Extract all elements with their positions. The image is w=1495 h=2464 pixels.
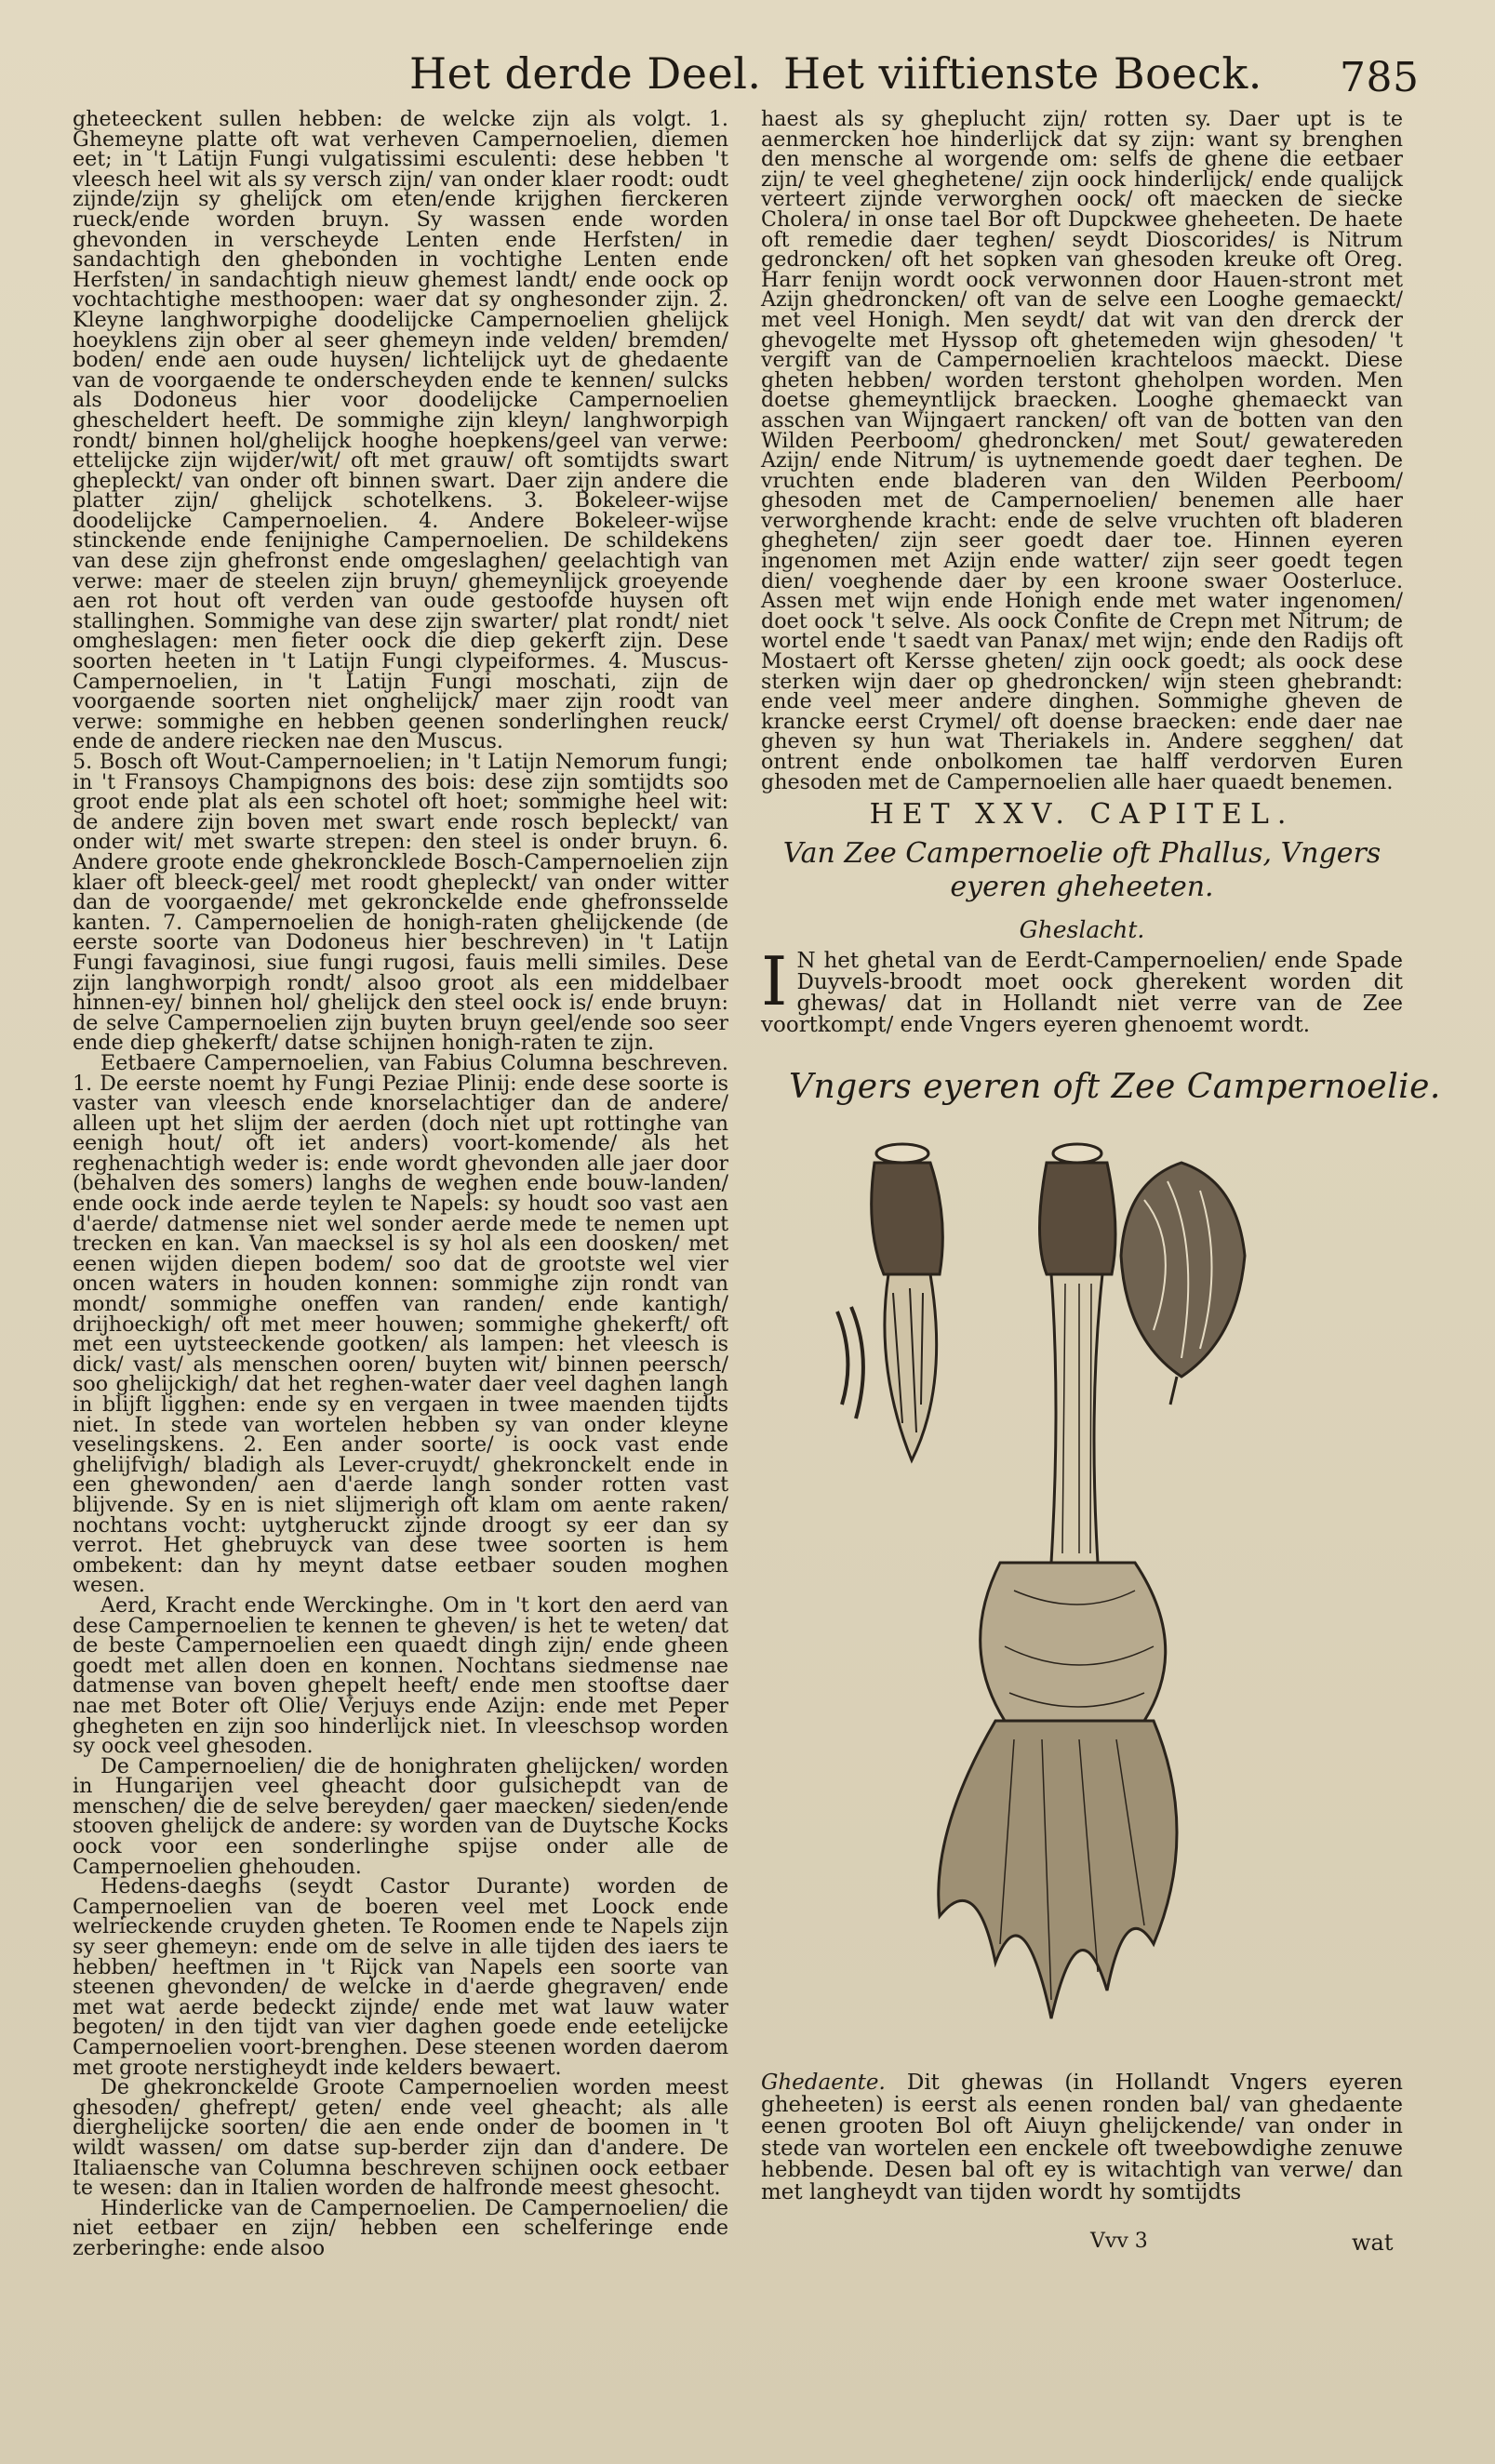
left-paragraph-2: 5. Bosch oft Wout-Campernoelien; in 't Latijn Nemorum fungi; in 't Fransoys Champignons des bois: dese zijn somtijdts soo groot ende plat als een schotel oft hoet; sommighe heel wit: de andere zijn boven met swart ende rosch bepleckt/ van onder wit/ met swarte strepen: den steel is onder bruyn. 6. Andere groote ende ghekroncklede Bosch-Campernoelien zijn klaer oft bleeck-geel/ met roodt ghepleckt/ van onder witter dan de voorgaende/ met gekronckelde ende ghefronsselde kanten. 7. Campernoelien de honigh-raten ghelijckende (de eerste soorte van Dodoneus hier beschreven) in 't Latijn Fungi favaginosi, siue fungi rugosi, fauis melli similes. Dese zijn langhworpigh rondt/ alsoo groot als een middelbaer hinnen-ey/ binnen hol/ ghelijck den steel oock is/ ende bruyn: de selve Campernoelien zijn buyten bruyn geel/ende soo seer ende diep ghekerft/ datse schijnen honigh-raten te zijn. bbox=[73, 750, 728, 1056]
description-text: Dit ghewas (in Hollandt Vngers eyeren gheheeten) is eerst als eenen ronden bal/ van ghedaente eenen grooten Bol oft Aiuyn ghelijckende/ van onder in stede van wortelen een enckele oft tweebowdighe zenuwe hebbende. Desen bal oft ey is witachtigh van verwe/ dan met langheydt van tijden wordt hy somtijdts bbox=[761, 2071, 1403, 2204]
description-paragraph bbox=[761, 2072, 1403, 2204]
left-paragraph-5: De Campernoelien/ die de honighraten ghelijcken/ worden in Hungarijen veel gheacht door gulsichepdt van de menschen/ die de selve bereyden/ gaer maecken/ sieden/ende stooven ghelijck de andere: sy worden van de Duytsche Kocks oock voor een sonderlinghe spijse onder alle de Campernoelien ghehouden. bbox=[73, 1753, 728, 1879]
chapter-heading: HET XXV. CAPITEL. bbox=[869, 798, 1295, 831]
phallus-fungus-woodcut-icon bbox=[800, 1125, 1247, 2056]
running-head-right: Het viiftienste Boeck. bbox=[783, 48, 1262, 99]
description-label: Ghedaente. bbox=[761, 2071, 886, 2095]
left-paragraph-7: De ghekronckelde Groote Campernoelien worden meest ghesoden/ ghefrept/ geten/ ende veel gheacht; als alle dierghelijcke soorten/ die aen ende onder de boomen in 't wildt wassen/ om datse sup-berder zijn dan d'andere. De Italiaensche van Columna beschreven schijnen oock eetbaer te wesen: dan in Italien worden de halfronde meest ghesocht. bbox=[73, 2075, 728, 2201]
signature-mark: Vvv 3 bbox=[1090, 2230, 1148, 2253]
left-paragraph-6: Hedens-daeghs (seydt Castor Durante) worden de Campernoelien van de boeren veel met Loock ende welrieckende cruyden gheten. Te Roomen ende te Napels zijn sy seer ghemeyn: ende om de selve in alle tijden des iaers te hebben/ heeftmen in 't Rijck van Napels een soorte van steenen ghevonden/ de welcke in d'aerde ghegraven/ ende met wat aerde bedeckt zijnde/ ende met wat lauw water begoten/ in den tijdt van vier daghen goede ende eetelijcke Campernoelien voort-brenghen. Dese steenen worden daerom met groote nerstigheydt inde kelders bewaert. bbox=[73, 1874, 728, 2080]
intro-paragraph bbox=[761, 942, 1403, 1037]
left-paragraph-4: Aerd, Kracht ende Werckinghe. Om in 't kort den aerd van dese Campernoelien te kennen te gheven/ is het te weten/ dat de beste Campernoelien een quaedt dingh zijn/ ende gheen goedt met allen doen en konnen. Nochtans siedmense nae datmense van boven ghepelt heeft/ ende men stooftse daer nae met Boter oft Olie/ Verjuys ende Azijn: ende met Peper ghegheten en zijn soo hinderlijck niet. In vleeschsop worden sy oock veel ghesoden. bbox=[73, 1592, 728, 1759]
drop-cap: I bbox=[761, 942, 788, 1020]
left-paragraph-8: Hinderlicke van de Campernoelien. De Campernoelien/ die niet eetbaer en zijn/ hebben een schelferinge ende zerberinghe: ende alsoo bbox=[73, 2195, 728, 2260]
egg-fungus-drawing bbox=[1121, 1163, 1245, 1405]
figure-caption: Vngers eyeren oft Zee Campernoelie. bbox=[789, 1068, 1441, 1106]
page-number: 785 bbox=[1340, 54, 1420, 101]
left-paragraph-3: Eetbaere Campernoelien, van Fabius Columna beschreven. 1. De eerste noemt hy Fungi Peziae Plinij: ende dese soorte is vaster van vleesch ende knorselachtiger dan de andere/ alleen upt het slijm der aerden (doch niet upt rottinghe van eenigh hout/ oft iet anders) voort-komende/ als het reghenachtigh weder is: ende wordt ghevonden alle jaer door (behalven des somers) langhs de weghen ende bouw-landen/ ende oock inde aerde teylen te Napels: sy houdt soo vast aen d'aerde/ datmense niet wel sonder aerde mede te nemen upt trecken en kan. Van maecksel is sy hol als een doosken/ met eenen wijden diepen bodem/ soo dat de grootste wel vier oncen waters in houden konnen: sommighe zijn rondt van mondt/ sommighe oneffen van randen/ ende kantigh/ drijhoeckigh/ oft met meer houwen; sommighe ghekerft/ oft met een uytsteeckende gootken/ als lampen: het vleesch is dick/ vast/ als menschen ooren/ buyten wit/ binnen peersch/ soo ghelijckigh/ dat het reghen-water daer veel daghen langh in blijft ligghen: ende sy en vergaen in twee maenden tijdts niet. In stede van wortelen hebben sy van onder kleyne veselingskens. 2. Een ander soorte/ is oock vast ende ghelijfvigh/ bladigh als Lever-cruydt/ ghekronckelt ende in een ghewonden/ aen d'aerde langh sonder rotten vast blijvende. Sy en is niet slijmerigh oft klam om aente raken/ nochtans vocht: uytgheruckt zijnde droogt sy eer dan sy verrot. Het ghebruyck van dese twee soorten is hem ombekent: dan hy meynt datse eetbaer souden moghen wesen. bbox=[73, 1050, 728, 1598]
running-head-left: Het derde Deel. bbox=[409, 48, 762, 99]
intro-text: N het ghetal van de Eerdt-Campernoelien/ ende Spade Duyvels-broodt moet oock gherekent worden dit ghewas/ dat in Hollandt niet verre van de Zee voortkompt/ ende Vngers eyeren ghenoemt wordt. bbox=[761, 949, 1403, 1037]
left-paragraph-1: gheteeckent sullen hebben: de welcke zijn als volgt. 1. Ghemeyne platte oft wat verheven Campernoelien, diemen eet; in 't Latijn Fungi vulgatissimi esculenti: dese hebben 't vleesch heel wit als sy versch zijn/ van onder klaer roodt: oudt zijnde/zijn sy ghelijck om eten/ende krijghen fierckeren rueck/ende worden bruyn. Sy wassen ende worden ghevonden in verscheyde Lenten ende Herfsten/ in sandachtigh den ghebonden in vochtighe Lenten ende Herfsten/ in sandachtigh nieuw ghemest landt/ ende oock op vochtachtighe mesthoopen: waer dat sy onghesonder zijn. 2. Kleyne langhworpighe doodelijcke Campernoelien ghelijck hoeyklens zijn ober al seer ghemeyn inde velden/ bremden/ boden/ ende aen oude huysen/ lichtelijck uyt de ghedaente van de voorgaende te onderscheyden ende te kennen/ sulcks als Dodoneus hier voor doodelijcke Campernoelien ghescheldert heeft. De sommighe zijn kleyn/ langhworpigh rondt/ binnen hol/ghelijck hooghe hoepkens/geel van verwe: ettelijcke zijn wijder/wit/ oft met grauw/ oft somtijdts swart ghepleckt/ van onder oft binnen swart. Daer zijn andere die platter zijn/ ghelijck schotelkens. 3. Bokeleer-wijse doodelijcke Campernoelien. 4. Andere Bokeleer-wijse stinckende ende fenijnighe Campernoelien. De schildekens van dese zijn ghefronst ende omgeslaghen/ geelachtigh van verwe: maer de steelen zijn bruyn/ ghemeynlijck groeyende aen rot hout oft verden van oude gestoofde huysen oft stallinghen. Sommighe van dese zijn swarter/ plat rondt/ niet omgheslagen: men fieter oock die diep gekerft zijn. Dese soorten heeten in 't Latijn Fungi clypeiformes. 4. Muscus-Campernoelien, in 't Latijn Fungi moschati, zijn de voorgaende soorten niet onghelijck/ maer zijn roodt van verwe: sommighe en hebben geenen sonderlinghen reuck/ ende de andere riecken nae den Muscus. bbox=[73, 107, 728, 754]
chapter-subtitle: Van Zee Campernoelie oft Phallus, Vngers eyeren gheheeten. bbox=[782, 837, 1382, 903]
small-fungus-drawing bbox=[837, 1144, 942, 1460]
right-column-top bbox=[761, 107, 1403, 794]
right-paragraph: haest als sy gheplucht zijn/ rotten sy. Daer upt is te aenmercken hoe hinderlijck dat sy zijn: want sy brenghen den mensche al worgende om: selfs de ghene die eetbaer zijn/ te veel gheghetene/ zijn oock hinderlijck/ ende qualijck verteert zijnde verworghen oock/ oft maecken de siecke Cholera/ in onse tael Bor oft Dupckwee gheheeten. De haete oft remedie daer teghen/ seydt Dioscorides/ is Nitrum gedroncken/ oft het sopken van ghesoden kreuke oft Oreg. Harr fenijn wordt oock verwonnen door Hauen-stront met Azijn ghedroncken/ oft van de selve een Looghe gemaeckt/ met veel Honigh. Men seydt/ dat wit van den drerck der ghevogelte met Hyssop oft ghetemeden wijn ghesoden/ 't vergift van de Campernoelien krachteloos maeckt. Diese gheten hebben/ worden terstont gheholpen worden. Men doetse ghemeyntlijck braecken. Looghe ghemaeckt van asschen van Wijngaert rancken/ oft van de botten van den Wilden Peerboom/ ghedroncken/ met Sout/ gewatereden Azijn/ ende Nitrum/ is uytnemende goedt daer teghen. De vruchten ende bladeren van den Wilden Peerboom/ ghesoden met de Campernoelien/ benemen alle haer verworghende kracht: ende de selve vruchten oft bladeren ghegheten/ zijn seer goedt daer toe. Hinnen eyeren ingenomen met Azijn ende watter/ zijn seer goedt tegen dien/ voeghende daer by een kroone swaer Oosterluce. Assen met wijn ende Honigh ende met water ingenomen/ doet oock 't selve. Als oock Confite de Crepn met Nitrum; de wortel ende 't saedt van Panax/ met wijn; ende den Radijs oft Mostaert oft Kersse gheten/ zijn oock goedt; als oock dese sterken wijn daer op ghedroncken/ wijn steen ghebrandt: ende veel meer andere dinghen. Sommighe gheven de krancke eerst Crymel/ oft doense braecken: ende daer nae gheven sy hun wat Theriakels in. Andere segghen/ dat ontrent ende onbolkomen tae halff verdorven Euren ghesoden met de Campernoelien alle haer quaedt benemen. bbox=[761, 107, 1403, 794]
section-heading: Gheslacht. bbox=[1019, 916, 1145, 943]
catchword: wat bbox=[1352, 2230, 1394, 2256]
left-column bbox=[73, 107, 728, 2260]
woodcut-illustration bbox=[800, 1125, 1247, 2056]
